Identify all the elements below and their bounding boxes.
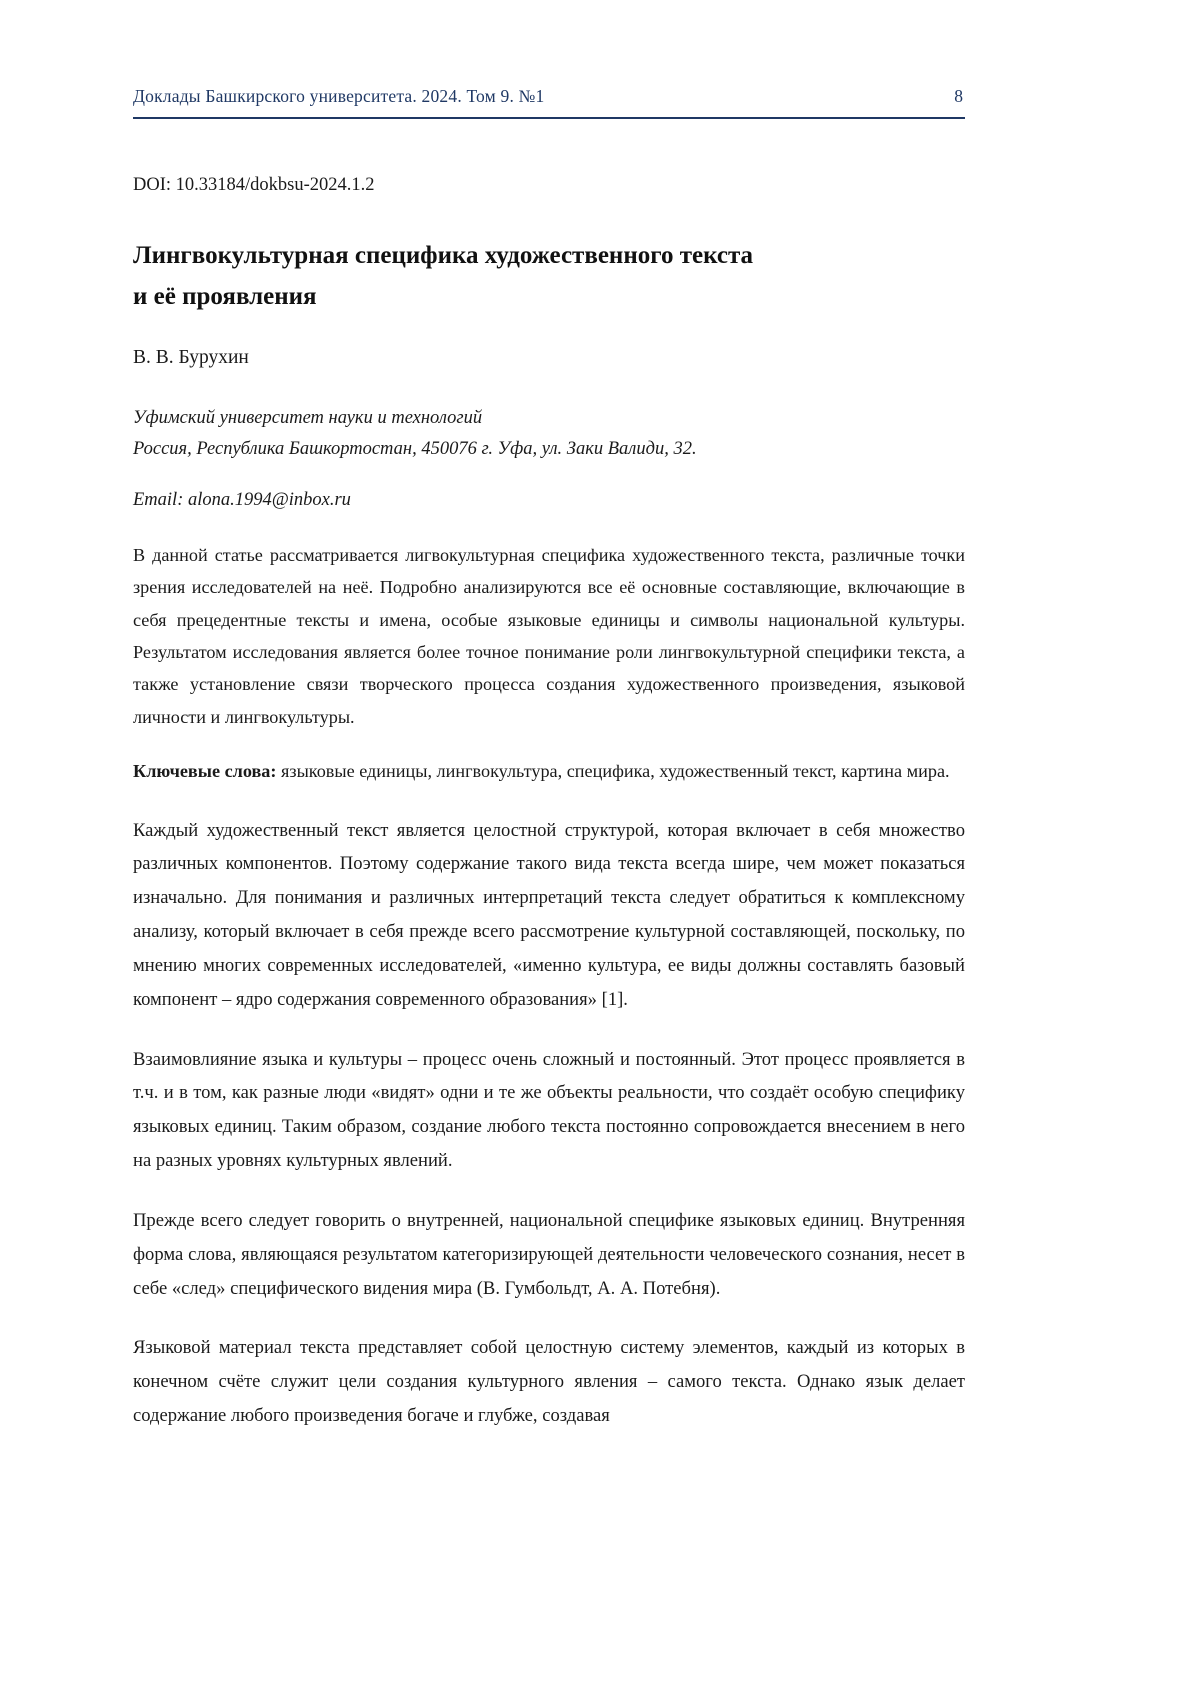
body-paragraph-2: Взаимовлияние языка и культуры – процесс очень сложный и постоянный. Этот процесс проявляется в т.ч. и в том, как разные люди «видят» одни и те же объекты реальности, что создаёт особую специфику языковых единиц. Таким образом, создание любого текста постоянно сопровождается внесением в него на разных уровнях культурных явлений. (133, 1048, 965, 1172)
affiliation-institution: Уфимский университет науки и технологий (133, 408, 483, 428)
header-rule (133, 117, 965, 119)
affiliation-block (133, 403, 965, 466)
doi-line: DOI: 10.33184/dokbsu-2024.1.2 (133, 175, 375, 195)
affiliation-address: Россия, Республика Башкортостан, 450076 г. Уфа, ул. Заки Валиди, 32. (133, 439, 697, 460)
journal-header-text: Доклады Башкирского университета. 2024. Том 9. №1 (133, 86, 545, 106)
keywords-label: Ключевые слова: (133, 761, 277, 782)
running-header (133, 86, 965, 107)
article-title (133, 236, 965, 317)
email-line: Email: alona.1994@inbox.ru (133, 489, 351, 510)
article-title-line1: Лингвокультурная специфика художественного текста (133, 242, 754, 269)
body-paragraph-4: Языковой материал текста представляет собой целостную систему элементов, каждый из которых в конечном счёте служит цели создания культурного явления – самого текста. Однако язык делает содержание любого произведения богаче и глубже, создавая (133, 1337, 965, 1427)
body-paragraph-1: Каждый художественный текст является целостной структурой, которая включает в себя множество различных компонентов. Поэтому содержание такого вида текста всегда шире, чем может показаться изначально. Для понимания и различных интерпретаций текста следует обратиться к комплексному анализу, который включает в себя прежде всего рассмотрение культурной составляющей, поскольку, по мнению многих современных исследователей, «именно культура, ее виды должны составлять базовый компонент – ядро содержания современного образования» [1]. (133, 819, 965, 1010)
article-title-line2: и её проявления (133, 282, 317, 310)
keywords-paragraph (133, 755, 965, 787)
page-number: 8 (954, 86, 963, 106)
keywords-text: языковые единицы, лингвокультура, специфика, художественный текст, картина мира. (276, 761, 950, 782)
abstract-paragraph: В данной статье рассматривается лигвокультурная специфика художественного текста, различные точки зрения исследователей на неё. Подробно анализируются все её основные составляющие, включающие в себя прецедентные тексты и имена, особые языковые единицы и символы национальной культуры. Результатом исследования является более точное понимание роли лингвокультурной специфики текста, а также установление связи творческого процесса создания художественного произведения, языковой личности и лингвокультуры. (133, 544, 965, 727)
body-paragraph-3: Прежде всего следует говорить о внутренней, национальной специфике языковых единиц. Внутренняя форма слова, являющаяся результатом категоризирующей деятельности человеческого сознания, несет в себе «след» специфического видения мира (В. Гумбольдт, А. А. Потебня). (133, 1209, 965, 1299)
author-name: В. В. Бурухин (133, 347, 249, 368)
